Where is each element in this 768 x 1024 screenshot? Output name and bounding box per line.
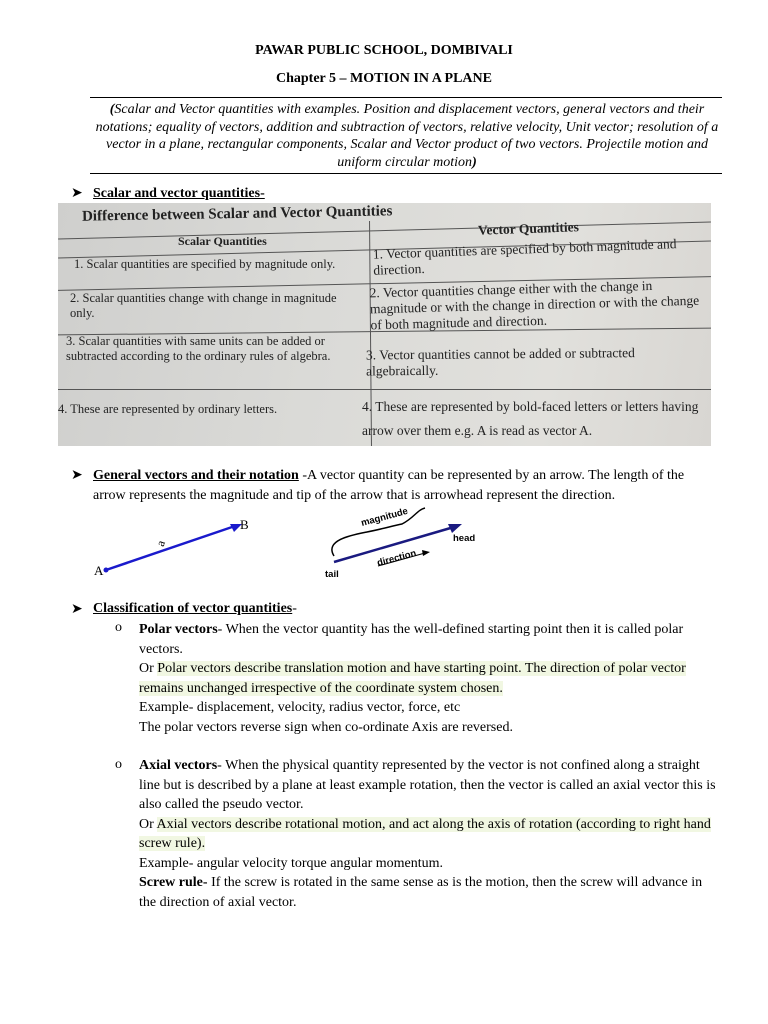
vector-ab-line bbox=[106, 525, 238, 570]
axial-examples: Example- angular velocity torque angular momentum. bbox=[139, 855, 444, 871]
point-a-label: A bbox=[94, 563, 104, 578]
table-photo-title: Difference between Scalar and Vector Quantities bbox=[81, 203, 393, 225]
axial-alt-definition: Or Axial vectors describe rotational motion, and act along the axis of rotation (according to right hand screw rule). bbox=[139, 816, 711, 851]
table-scalar-row-1: 1. Scalar quantities are specified by magnitude only. bbox=[74, 257, 336, 271]
arrow-bullet-icon: ➤ bbox=[71, 468, 83, 483]
general-vectors-paragraph: General vectors and their notation -A vector quantity can be represented by an arrow. The length of the arrow represents the magnitude and tip of the arrow that is arrowhead represent the direction. bbox=[93, 468, 685, 503]
arrow-bullet-icon: ➤ bbox=[71, 186, 83, 201]
vector-parts-diagram bbox=[322, 500, 492, 582]
vector-ab-diagram bbox=[90, 512, 260, 582]
table-vector-row-3: 3. Vector quantities cannot be added or subtracted algebraically. bbox=[365, 345, 635, 379]
table-col-vector: Vector Quantities bbox=[477, 219, 580, 238]
divider-bottom bbox=[90, 173, 722, 174]
section-scalar-vector-heading: Scalar and vector quantities- bbox=[93, 186, 265, 201]
polar-definition: Polar vectors- When the vector quantity has the well-defined starting point then it is called polar vectors. bbox=[139, 622, 684, 657]
tail-label: tail bbox=[325, 569, 339, 580]
school-name: PAWAR PUBLIC SCHOOL, DOMBIVALI bbox=[255, 43, 513, 58]
polar-alt-definition: Or Polar vectors describe translation motion and have starting point. The direction of polar vector remains unchanged irrespective of the coordinate system chosen. bbox=[139, 661, 686, 696]
sub-bullet-icon: o bbox=[115, 757, 122, 772]
vector-a-label: a bbox=[153, 538, 169, 549]
table-vector-row-2: 2. Vector quantities change either with the change in magnitude or with the change in direction or with the change of both magnitude and direction. bbox=[369, 277, 700, 333]
table-vector-row-4: 4. These are represented by bold-faced letters or letters having arrow over them e.g. A is read as vector A. bbox=[362, 399, 699, 438]
divider-top bbox=[90, 97, 722, 98]
section-general-vectors-heading: General vectors and their notation bbox=[93, 468, 299, 483]
table-scalar-row-4: 4. These are represented by ordinary letters. bbox=[58, 402, 278, 416]
screw-rule-term: Screw rule- bbox=[139, 875, 208, 890]
table-vector-row-1: 1. Vector quantities are specified by both magnitude and direction. bbox=[372, 236, 677, 278]
chapter-title: Chapter 5 – MOTION IN A PLANE bbox=[276, 71, 492, 86]
polar-vectors-block bbox=[139, 620, 719, 737]
axial-vectors-term: Axial vectors bbox=[139, 758, 218, 773]
classification-heading: Classification of vector quantities- bbox=[93, 601, 297, 616]
screw-rule: Screw rule- If the screw is rotated in the same sense as is the motion, then the screw will advance in the direction of axial vector. bbox=[139, 875, 703, 910]
arrow-bullet-icon: ➤ bbox=[71, 602, 83, 617]
axial-vectors-block bbox=[139, 756, 719, 912]
vector-arrowhead bbox=[448, 524, 462, 533]
table-scalar-row-3: 3. Scalar quantities with same units can be added or subtracted according to the ordinary rules of algebra. bbox=[66, 334, 331, 363]
polar-vectors-term: Polar vectors bbox=[139, 622, 218, 637]
table-col-scalar: Scalar Quantities bbox=[178, 234, 267, 248]
sub-bullet-icon: o bbox=[115, 620, 122, 635]
syllabus-text: (Scalar and Vector quantities with examples. Position and displacement vectors, general vectors and their notations; equality of vectors, addition and subtraction of vectors, relative velocity, Unit vector; resolution of a vector in a plane, rectangular components, Scalar and Vector product of two vectors. Projectile motion and uniform circular motion) bbox=[95, 102, 719, 170]
table-scalar-row-2: 2. Scalar quantities change with change in magnitude only. bbox=[70, 291, 337, 320]
direction-label: direction bbox=[375, 547, 418, 569]
axial-definition: Axial vectors- When the physical quantity represented by the vector is not confined along a straight line but is described by a plane at least example rotation, then the vector is called an axial vector this is also called the pseudo vector. bbox=[139, 758, 716, 812]
magnitude-label: magnitude bbox=[359, 505, 410, 529]
polar-note: The polar vectors reverse sign when co-ordinate Axis are reversed. bbox=[139, 719, 513, 735]
scalar-vector-table-photo bbox=[58, 203, 711, 446]
polar-examples: Example- displacement, velocity, radius vector, force, etc bbox=[139, 700, 461, 715]
vector-tail-point bbox=[104, 568, 109, 573]
point-b-label: B bbox=[240, 517, 249, 532]
head-label: head bbox=[453, 533, 476, 544]
